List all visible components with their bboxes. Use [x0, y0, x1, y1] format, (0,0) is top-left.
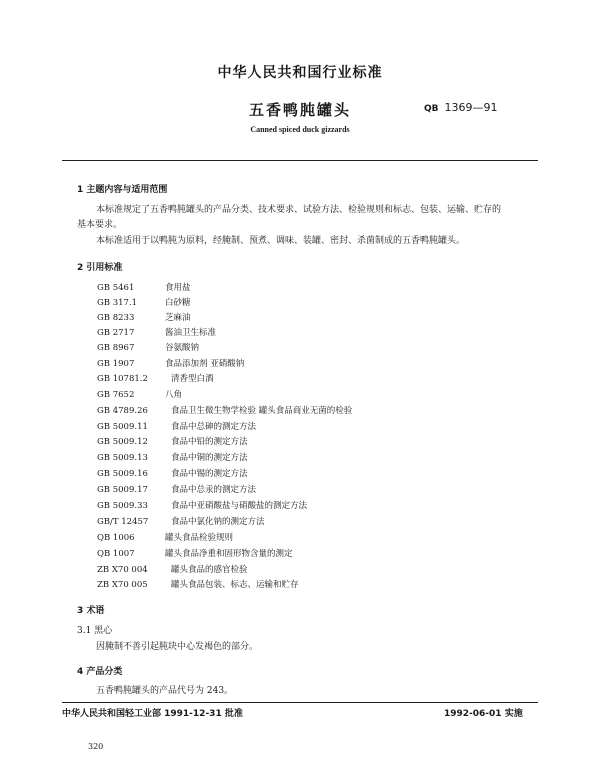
reference-item	[97, 357, 244, 369]
section-4-heading: 4 产品分类	[77, 667, 123, 677]
reference-code: GB/T 12457	[97, 517, 149, 527]
section-2-heading: 2 引用标准	[77, 263, 123, 273]
reference-code: GB 1907	[97, 359, 135, 369]
reference-item	[97, 296, 191, 308]
reference-title: 食品中锡的测定方法	[171, 469, 248, 479]
reference-item	[97, 388, 182, 400]
section-3-1-text: 因腌制不善引起肫块中心发褐色的部分。	[96, 642, 259, 652]
reference-code: GB 5009.11	[97, 422, 148, 432]
reference-code: GB 2717	[97, 328, 135, 338]
standard-code-number: 1369—91	[444, 101, 498, 114]
top-divider	[62, 160, 538, 161]
reference-item	[97, 467, 248, 479]
reference-code: GB 5009.17	[97, 485, 148, 495]
effective-date: 1992-06-01 实施	[444, 709, 523, 719]
reference-title: 白砂糖	[165, 298, 191, 308]
section-4-text: 五香鸭肫罐头的产品代号为 243。	[96, 686, 234, 696]
page-number: 320	[88, 742, 104, 751]
reference-title: 食品中氯化钠的测定方法	[171, 517, 265, 527]
reference-title: 食品中铅的测定方法	[171, 437, 248, 447]
reference-item	[97, 531, 233, 543]
section-1-paragraph-1-cont: 基本要求。	[77, 220, 123, 230]
reference-title: 罐头食品包装、标志、运输和贮存	[171, 580, 299, 590]
reference-title: 罐头食品净重和固形物含量的测定	[165, 549, 293, 559]
reference-code: GB 8233	[97, 313, 135, 323]
reference-item	[97, 563, 248, 575]
reference-item	[97, 404, 352, 416]
reference-title: 食用盐	[165, 283, 191, 293]
reference-title: 食品中亚硝酸盐与硝酸盐的测定方法	[171, 501, 308, 511]
reference-title: 罐头食品的感官检验	[171, 565, 248, 575]
reference-item	[97, 451, 248, 463]
approval-info: 中华人民共和国轻工业部 1991-12-31 批准	[62, 709, 243, 719]
section-3-heading: 3 术语	[77, 606, 105, 616]
reference-code: GB 4789.26	[97, 406, 148, 416]
section-1-paragraph-1: 本标准规定了五香鸭肫罐头的产品分类、技术要求、试验方法、检验规则和标志、包装、运输、贮存的	[96, 205, 502, 215]
reference-item	[97, 326, 216, 338]
bottom-divider	[62, 702, 538, 703]
reference-item	[97, 515, 265, 527]
english-title: Canned spiced duck gizzards	[250, 125, 350, 134]
reference-item	[97, 281, 191, 293]
reference-title: 罐头食品检验规则	[165, 533, 234, 543]
reference-title: 芝麻油	[165, 313, 191, 323]
reference-code: GB 5009.33	[97, 501, 148, 511]
standard-code	[424, 101, 498, 114]
reference-code: QB 1007	[97, 549, 135, 559]
section-1-heading: 1 主题内容与适用范围	[77, 185, 168, 195]
reference-title: 食品中总汞的测定方法	[171, 485, 257, 495]
reference-code: GB 10781.2	[97, 374, 148, 384]
reference-title: 食品添加剂 亚硝酸钠	[165, 359, 245, 369]
reference-title: 食品中铜的测定方法	[171, 453, 248, 463]
reference-code: GB 5461	[97, 283, 135, 293]
reference-title: 酱油卫生标准	[165, 328, 217, 338]
section-3-1-heading: 3.1 黑心	[77, 626, 113, 636]
reference-code: GB 5009.13	[97, 453, 148, 463]
ministry-standard-header: 中华人民共和国行业标准	[217, 65, 383, 81]
reference-code: GB 8967	[97, 343, 135, 353]
reference-item	[97, 578, 299, 590]
reference-title: 清香型白酒	[171, 374, 214, 384]
reference-code: GB 7652	[97, 390, 135, 400]
reference-item	[97, 420, 256, 432]
reference-code: QB 1006	[97, 533, 135, 543]
reference-code: ZB X70 005	[97, 580, 148, 590]
reference-item	[97, 547, 293, 559]
reference-item	[97, 483, 256, 495]
standard-code-prefix: QB	[424, 104, 439, 114]
reference-item	[97, 372, 214, 384]
reference-code: GB 5009.16	[97, 469, 148, 479]
reference-title: 八角	[165, 390, 183, 400]
reference-item	[97, 499, 307, 511]
reference-item	[97, 435, 248, 447]
reference-item	[97, 311, 191, 323]
standard-title: 五香鸭肫罐头	[248, 101, 351, 119]
reference-item	[97, 341, 199, 353]
reference-code: ZB X70 004	[97, 565, 148, 575]
section-1-paragraph-2: 本标准适用于以鸭肫为原料，经腌制、预煮、调味、装罐、密封、杀菌制成的五香鸭肫罐头。	[96, 236, 466, 246]
reference-title: 谷氨酸钠	[165, 343, 200, 353]
reference-title: 食品中总砷的测定方法	[171, 422, 257, 432]
reference-title: 食品卫生微生物学检验 罐头食品商业无菌的检验	[171, 406, 353, 416]
reference-code: GB 317.1	[97, 298, 138, 308]
reference-code: GB 5009.12	[97, 437, 148, 447]
